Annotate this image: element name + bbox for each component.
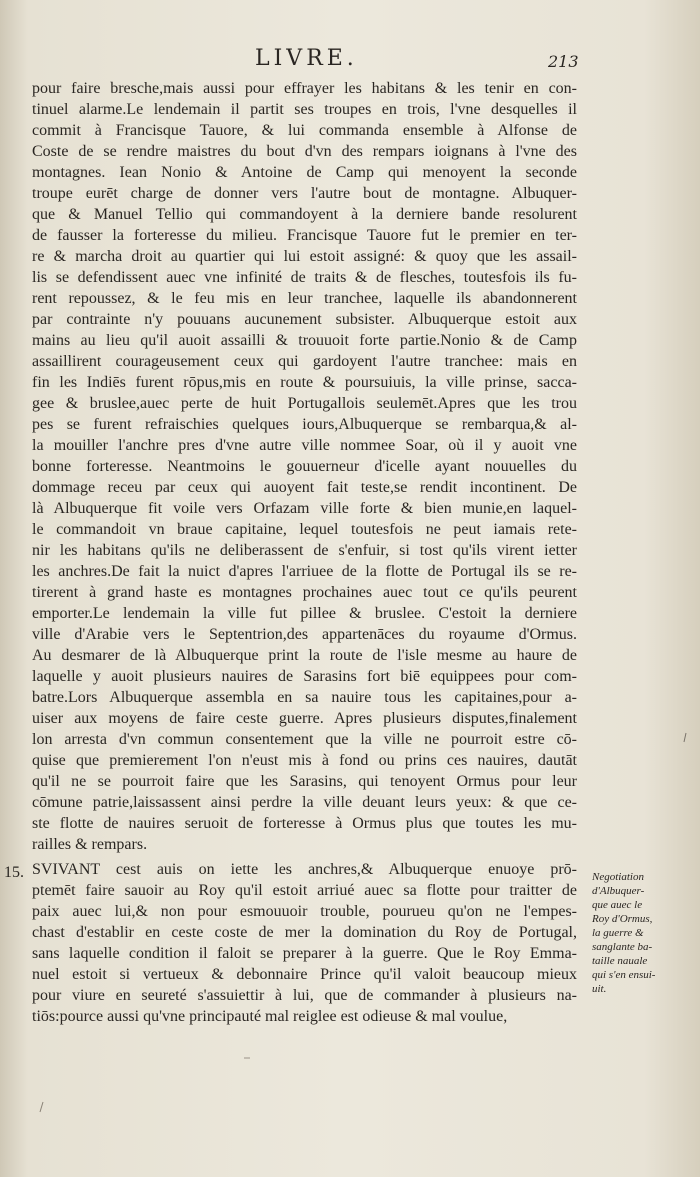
text-line: tirerent à grand haste es montagnes prochaines auec tout ce qu'ils peurent: [32, 584, 577, 601]
body-text: [32, 78, 577, 1027]
text-line: uiser aux moyens de faire ceste guerre. Apres plusieurs disputes,finalement: [32, 710, 577, 727]
margin-note-line: sanglante ba-: [592, 941, 653, 953]
running-title: LIVRE.: [255, 46, 358, 71]
text-line: lis se defendissent auec vne infinité de traits & de flesches, toutesfois ils fu-: [32, 269, 577, 286]
margin-note-line: que auec le: [592, 899, 643, 911]
text-line: les anchres.De fait la nuict d'apres l'arriuee de la flotte de Portugal ils se re-: [32, 563, 577, 580]
text-line: pour viure en seureté s'assuiettir à lui, que de commander à plusieurs na-: [32, 987, 577, 1004]
text-line: par contrainte n'y pouuans aucunement subsister. Albuquerque estoit aux: [32, 311, 577, 328]
text-line: SVIVANT cest auis on iette les anchres,& Albuquerque enuoye prō-: [32, 861, 577, 878]
text-line: gee & bruslee,auec perte de huit Portugallois seulemēt.Apres que les trou: [32, 395, 577, 412]
text-line: railles & rempars.: [32, 836, 148, 853]
text-line: ste flotte de nauires seruoit de forteresse à Ormus plus que toutes les mu-: [32, 815, 577, 832]
text-line: pes se furent refraischies quelques iours,Albuquerque se rembarqua,& al-: [32, 416, 577, 433]
margin-notes: [592, 870, 692, 996]
text-line: re & marcha droit au quartier qui lui estoit assigné: & quoy que les assail-: [32, 248, 577, 265]
text-line: nuel estoit si vertueux & debonnaire Prince qu'il valoit beaucoup mieux: [32, 966, 577, 983]
text-line: le commandoit vn braue capitaine, lequel toutesfois ne peut iamais rete-: [32, 521, 577, 538]
text-line: assaillirent courageusement ceux qui gardoyent l'autre tranchee: mais en: [32, 353, 577, 370]
margin-note-line: taille nauale: [592, 955, 648, 967]
text-line: troupe eurēt charge de donner vers l'autre bout de montagne. Albuquer-: [32, 185, 577, 202]
text-line: ville d'Arabie vers le Septentrion,des appartenāces du royaume d'Ormus.: [32, 626, 577, 643]
text-line: la mouiller l'anchre pres d'vne autre ville nommee Soar, où il y auoit vne: [32, 437, 577, 454]
page-number: 213: [548, 52, 579, 71]
text-line: paix auec lui,& non pour esmouuoir trouble, pourueu qu'on ne l'empes-: [32, 903, 577, 920]
text-line: rent repoussez, & le feu mis en leur tranchee, laquelle ils abandonnerent: [32, 290, 577, 307]
text-line: nir les habitans qu'ils ne deliberassent de s'enfuir, si tost qu'ils virent ietter: [32, 542, 577, 559]
text-line: tinuel alarme.Le lendemain il partit ses troupes en trois, l'vne desquelles il: [32, 101, 577, 118]
text-line: chast d'establir en ceste coste de mer la domination du Roy de Portugal,: [32, 924, 577, 941]
text-line: montagnes. Iean Nonio & Antoine de Camp qui menoyent la seconde: [32, 164, 577, 181]
text-line: bonne forteresse. Neantmoins le gouuerneur d'icelle ayant nouuelles du: [32, 458, 577, 475]
text-line: tiōs:pource aussi qu'vne principauté mal reiglee est odieuse & mal voulue,: [32, 1008, 508, 1025]
text-line: quise que premierement l'on n'eust mis à fond ou prins ces nauires, dautāt: [32, 752, 577, 769]
margin-note-line: la guerre &: [592, 927, 644, 939]
text-line: laquelle y auoit plusieurs nauires de Sarasins fort biē equippees pour com-: [32, 668, 577, 685]
text-line: ptemēt faire sauoir au Roy qu'il estoit arriué auec sa flotte pour traitter de: [32, 882, 577, 899]
text-line: fin les Indiēs furent rōpus,mis en route & poursuiuis, la ville prinse, sacca-: [32, 374, 577, 391]
ink-stroke-mark: [40, 1102, 43, 1112]
margin-note-line: uit.: [592, 983, 607, 995]
text-line: dommage receu par ceux qui auoyent fait teste,se rendit incontinent. De: [32, 479, 577, 496]
page-header: [0, 46, 700, 80]
text-line: pour faire bresche,mais aussi pour effrayer les habitans & les tenir en con-: [32, 80, 577, 97]
text-line: commit à Francisque Tauore, & lui commanda ensemble à Alfonse de: [32, 122, 577, 139]
text-line: emporter.Le lendemain la ville fut pillee & bruslee. C'estoit la derniere: [32, 605, 577, 622]
margin-note-line: qui s'en ensui-: [592, 969, 656, 981]
text-line: mains au lieu qu'il auoit assailli & trouuoit forte partie.Nonio & de Camp: [32, 332, 577, 349]
section-number: 15.: [4, 864, 24, 881]
margin-note-line: Negotiation: [592, 871, 644, 883]
text-line: là Albuquerque fit voile vers Orfazam ville forte & bien munie,en laquel-: [32, 500, 577, 517]
margin-note-line: Roy d'Ormus,: [592, 913, 653, 925]
text-line: qu'il ne se pourroit faire que les Sarasins, qui tenoyent Ormus pour leur: [32, 773, 577, 790]
text-line: Au desmarer de là Albuquerque print la route de l'isle mesme au haure de: [32, 647, 577, 664]
text-line: de fausser la forteresse du milieu. Francisque Tauore fut le premier en ter-: [32, 227, 577, 244]
text-line: que & Manuel Tellio qui commandoyent à la derniere bande resolurent: [32, 206, 577, 223]
text-line: Coste de se rendre maistres du bout d'vn des rempars ioignans à l'vne des: [32, 143, 577, 160]
text-line: lon arresta d'vn commun consentement que la ville ne pourroit estre cō-: [32, 731, 577, 748]
text-line: sans laquelle condition il faloit se preparer à la guerre. Que le Roy Emma-: [32, 945, 577, 962]
text-line: cōmune patrie,laissassent ainsi perdre la ville deuant leurs yeux: & que ce-: [32, 794, 577, 811]
text-line: batre.Lors Albuquerque assembla en sa nauire tous les capitaines,pour a-: [32, 689, 577, 706]
margin-note-line: d'Albuquer-: [592, 885, 645, 897]
ink-stroke-mark: [684, 733, 686, 742]
